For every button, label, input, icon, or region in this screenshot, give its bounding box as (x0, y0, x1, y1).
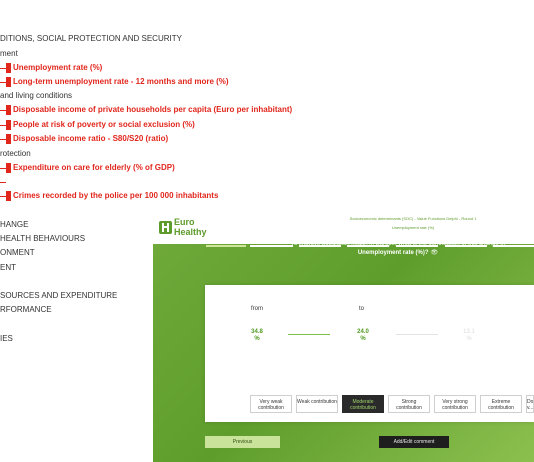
section-change[interactable]: HANGE (0, 220, 29, 229)
ghost-value-unit: % (466, 336, 472, 342)
indicator-label: Disposable income of private households per capita (Euro per inhabitant) (13, 105, 293, 114)
question-indicator-label: Unemployment rate (%)? (357, 250, 429, 256)
section-ies[interactable]: IES (0, 334, 13, 343)
extreme-contribution-button[interactable]: Extreme contribution (480, 395, 522, 413)
progress-step-1 (206, 245, 246, 247)
subsection-social-protection[interactable]: rotection (0, 149, 31, 158)
section-performance[interactable]: RFORMANCE (0, 305, 52, 314)
from-to-connector (288, 334, 330, 335)
question-text: To improve population health in Europe, what is the contribution of this change in (290, 241, 506, 247)
from-label: from (251, 306, 263, 312)
header-subtitle: Unemployment rate (%) (391, 225, 435, 230)
previous-button[interactable]: Previous (205, 436, 280, 448)
eye-icon[interactable]: 👁 (430, 250, 439, 256)
indicator-label: Crimes recorded by the police per 100 000 inhabitants (13, 191, 219, 200)
indicator-marker (6, 134, 11, 144)
indicator-marker (6, 120, 11, 130)
ghost-value-number: 13.1 (463, 329, 475, 335)
strong-contribution-button[interactable]: Strong contribution (388, 395, 430, 413)
indicator-marker (6, 105, 11, 115)
very-strong-contribution-button[interactable]: Very strong contribution (434, 395, 476, 413)
moderate-contribution-button[interactable]: Moderate contribution (342, 395, 384, 413)
indicator-label: People at risk of poverty or social exclusion (%) (13, 120, 195, 129)
section-conditions-social-protection[interactable]: DITIONS, SOCIAL PROTECTION AND SECURITY (0, 34, 182, 43)
indicator-marker (6, 163, 11, 173)
app-logo (174, 217, 207, 237)
indicator-label: Expenditure on care for elderly (% of GDP) (13, 163, 175, 172)
to-value (353, 329, 373, 343)
section-resources-expenditure[interactable]: SOURCES AND EXPENDITURE (0, 291, 118, 300)
indicator-marker (6, 63, 11, 73)
indicator-label: Unemployment rate (%) (13, 63, 103, 72)
subsection-income-living-conditions[interactable]: and living conditions (0, 91, 73, 100)
section-health-behaviours[interactable]: HEALTH BEHAVIOURS (0, 234, 86, 243)
indicator-marker (6, 191, 11, 201)
next-connector (396, 334, 438, 335)
euro-healthy-logo-icon (159, 221, 172, 234)
tree-connector (0, 182, 6, 183)
logo-line-1: Euro (174, 217, 195, 227)
from-value-number: 34.8 (251, 329, 263, 335)
indicator-marker (6, 77, 11, 87)
from-value-unit: % (254, 336, 260, 342)
do-not-value-button[interactable]: Do v... (526, 395, 534, 413)
to-value-number: 24.0 (357, 329, 369, 335)
very-weak-contribution-button[interactable]: Very weak contribution (250, 395, 292, 413)
to-label: to (359, 306, 365, 312)
subsection-employment[interactable]: ment (0, 49, 18, 58)
to-value-unit: % (360, 336, 366, 342)
header-title: Socioeconomic determinants (SOC) - Value Functions Delphi - Round 1 (349, 216, 477, 221)
indicator-label: Long-term unemployment rate - 12 months and more (%) (13, 77, 229, 86)
question-indicator (278, 249, 518, 256)
next-value-ghost (459, 329, 479, 343)
logo-line-2: Healthy (174, 227, 207, 237)
add-edit-comment-button[interactable]: Add/Edit comment (379, 436, 449, 448)
section-ent[interactable]: ENT (0, 263, 16, 272)
section-environment[interactable]: ONMENT (0, 248, 35, 257)
weak-contribution-button[interactable]: Weak contribution (296, 395, 338, 413)
indicator-label: Disposable income ratio - S80/S20 (ratio) (13, 134, 169, 143)
from-value (247, 329, 267, 343)
